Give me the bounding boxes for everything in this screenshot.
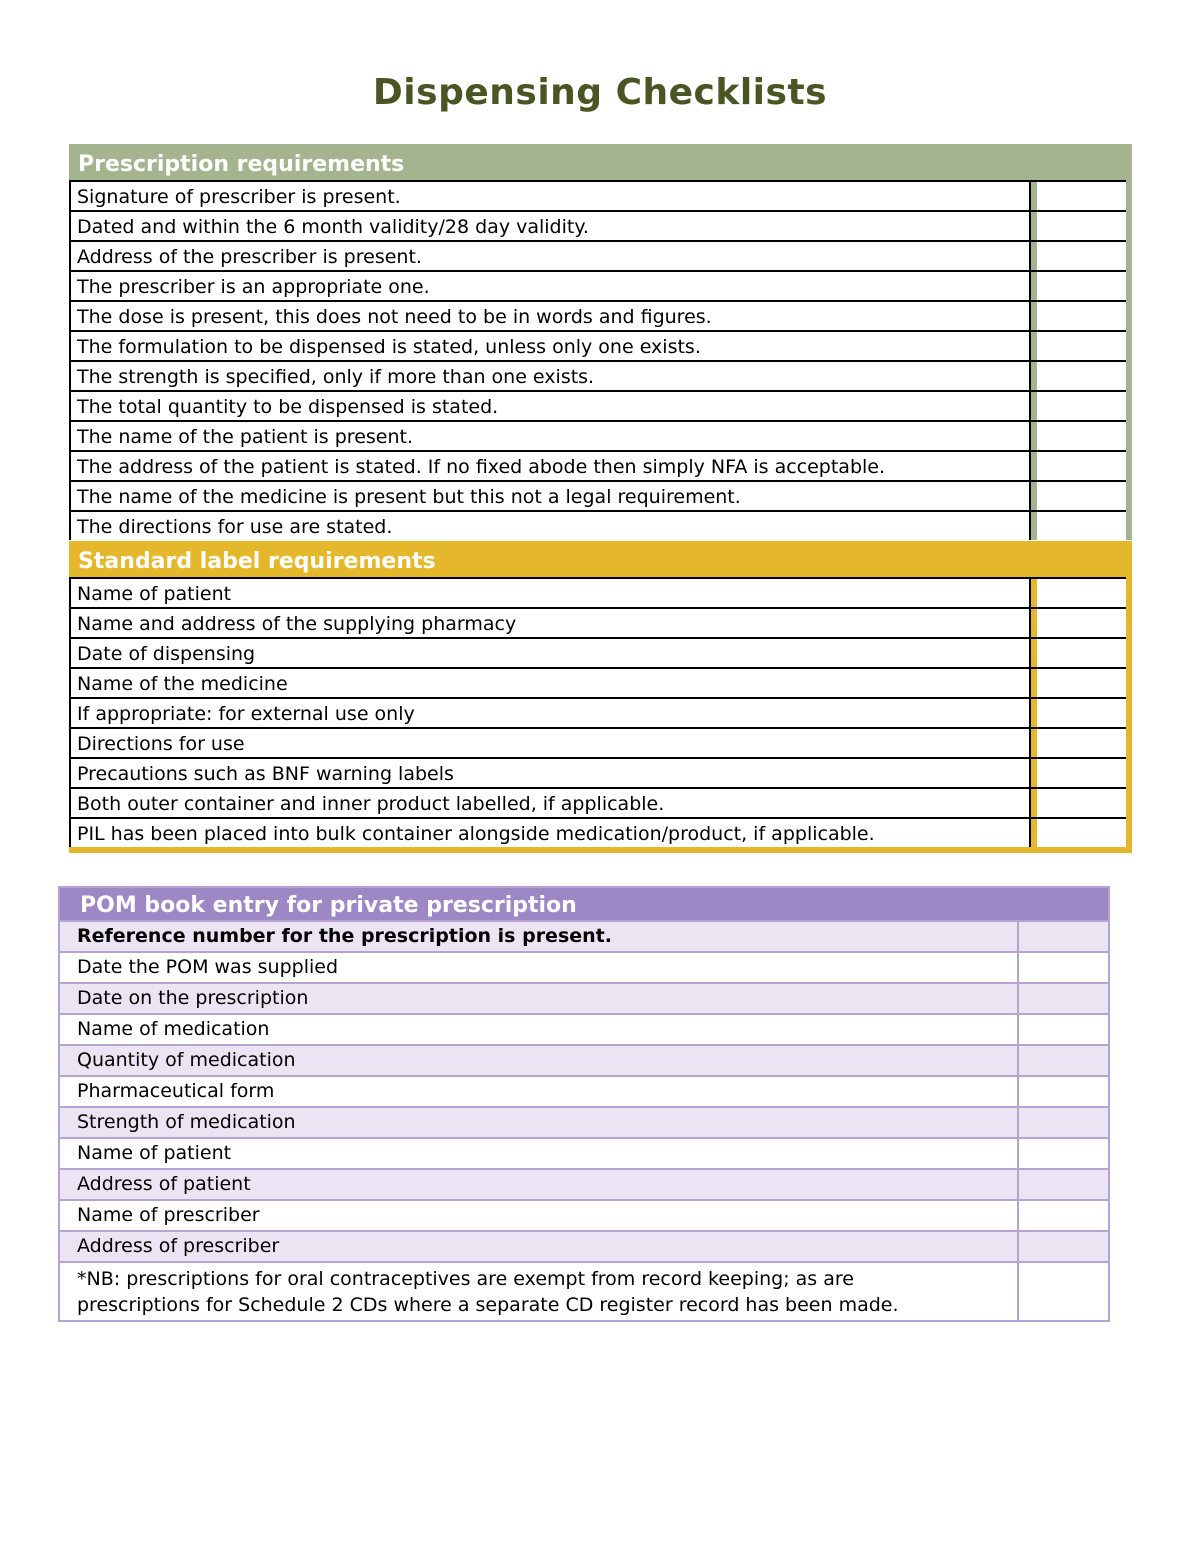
checklist-item-label: Date the POM was supplied <box>60 953 1019 982</box>
checkbox-cell[interactable] <box>1019 1046 1108 1075</box>
checklist-row <box>71 180 1126 210</box>
checklist-item-label: The strength is specified, only if more than one exists. <box>71 362 1031 390</box>
checkbox-cell[interactable] <box>1037 302 1126 330</box>
exemption-note: *NB: prescriptions for oral contraceptives are exempt from record keeping; as are prescriptions for Schedule 2 CDs where a separate CD register record has been made. <box>60 1263 1019 1320</box>
checklist-row <box>71 757 1126 787</box>
checklist-item-label: The address of the patient is stated. If no fixed abode then simply NFA is acceptable. <box>71 452 1031 480</box>
checklist-item-label: The formulation to be dispensed is stated, unless only one exists. <box>71 332 1031 360</box>
checkbox-cell[interactable] <box>1037 362 1126 390</box>
checklist-item-label: Date of dispensing <box>71 639 1031 667</box>
checkbox-cell[interactable] <box>1019 1170 1108 1199</box>
pom-heading: POM book entry for private prescription <box>60 888 1108 920</box>
checklist-row <box>71 480 1126 510</box>
checkbox-cell[interactable] <box>1019 953 1108 982</box>
checkbox-cell[interactable] <box>1019 1108 1108 1137</box>
label-heading: Standard label requirements <box>78 549 436 574</box>
checkbox-cell[interactable] <box>1037 392 1126 420</box>
checkbox-cell[interactable] <box>1019 1139 1108 1168</box>
checkbox-cell[interactable] <box>1037 452 1126 480</box>
checklist-row <box>60 1106 1108 1137</box>
checklist-row <box>71 510 1126 540</box>
checkbox-cell[interactable] <box>1019 922 1108 951</box>
checklist-item-label: Name of the medicine <box>71 669 1031 697</box>
checkbox-cell[interactable] <box>1037 272 1126 300</box>
checklist-item-label: Dated and within the 6 month validity/28 day validity. <box>71 212 1031 240</box>
checkbox-cell[interactable] <box>1037 609 1126 637</box>
checkbox-cell[interactable] <box>1037 512 1126 540</box>
checklist-row <box>60 1168 1108 1199</box>
checkbox-cell[interactable] <box>1019 1232 1108 1261</box>
checkbox-cell[interactable] <box>1037 482 1126 510</box>
checklist-item-label: Quantity of medication <box>60 1046 1019 1075</box>
checklist-item-label: Address of prescriber <box>60 1232 1019 1261</box>
checklist-row <box>71 420 1126 450</box>
checklist-item-label: Date on the prescription <box>60 984 1019 1013</box>
pom-section <box>58 886 1110 1322</box>
checklist-row <box>60 951 1108 982</box>
checkbox-cell[interactable] <box>1037 819 1126 847</box>
checklist-row <box>60 982 1108 1013</box>
checklist-row <box>60 920 1108 951</box>
checklist-item-label: Name of medication <box>60 1015 1019 1044</box>
checklist-item-label: Reference number for the prescription is present. <box>60 922 1019 951</box>
checkbox-cell[interactable] <box>1037 669 1126 697</box>
checklist-row <box>71 360 1126 390</box>
checklist-item-label: Both outer container and inner product labelled, if applicable. <box>71 789 1031 817</box>
checklist-row <box>71 727 1126 757</box>
checkbox-cell[interactable] <box>1019 1015 1108 1044</box>
checklist-row <box>60 1075 1108 1106</box>
checkbox-cell[interactable] <box>1037 789 1126 817</box>
checklist-item-label: The directions for use are stated. <box>71 512 1031 540</box>
checkbox-cell[interactable] <box>1019 1077 1108 1106</box>
prescription-list <box>69 180 1126 540</box>
checklist-item-label: Address of patient <box>60 1170 1019 1199</box>
checkbox-cell[interactable] <box>1037 699 1126 727</box>
checklist-item-label: Precautions such as BNF warning labels <box>71 759 1031 787</box>
checkbox-cell[interactable] <box>1037 759 1126 787</box>
checklist-item-label: The total quantity to be dispensed is stated. <box>71 392 1031 420</box>
checklist-row <box>71 450 1126 480</box>
checklist-item-label: Name and address of the supplying pharmacy <box>71 609 1031 637</box>
checkbox-cell[interactable] <box>1037 182 1126 210</box>
checkbox-cell[interactable] <box>1019 1201 1108 1230</box>
page-title: Dispensing Checklists <box>372 72 828 113</box>
checklist-item-label: Name of patient <box>71 579 1031 607</box>
checklist-item-label: Name of prescriber <box>60 1201 1019 1230</box>
checklist-row <box>71 637 1126 667</box>
checklist-row <box>71 577 1126 607</box>
checklist-item-label: The prescriber is an appropriate one. <box>71 272 1031 300</box>
checklist-row <box>60 1013 1108 1044</box>
checklist-row <box>71 330 1126 360</box>
checklist-row <box>60 1230 1108 1261</box>
checklist-item-label: The name of the medicine is present but this not a legal requirement. <box>71 482 1031 510</box>
checkbox-cell[interactable] <box>1037 332 1126 360</box>
checkbox-cell[interactable] <box>1037 729 1126 757</box>
prescription-section <box>69 144 1132 540</box>
checklist-item-label: Directions for use <box>71 729 1031 757</box>
checkbox-cell[interactable] <box>1037 422 1126 450</box>
checklist-row <box>60 1044 1108 1075</box>
checkbox-cell[interactable] <box>1019 1263 1108 1320</box>
checklist-item-label: PIL has been placed into bulk container alongside medication/product, if applicable. <box>71 819 1031 847</box>
label-list <box>69 577 1126 847</box>
prescription-heading: Prescription requirements <box>78 152 405 177</box>
label-section <box>69 541 1132 853</box>
note-row <box>60 1261 1108 1320</box>
checklist-row <box>71 817 1126 847</box>
checklist-row <box>71 210 1126 240</box>
checkbox-cell[interactable] <box>1019 984 1108 1013</box>
checklist-row <box>60 1199 1108 1230</box>
checklist-row <box>71 607 1126 637</box>
checklist-item-label: Signature of prescriber is present. <box>71 182 1031 210</box>
checkbox-cell[interactable] <box>1037 639 1126 667</box>
checklist-item-label: Name of patient <box>60 1139 1019 1168</box>
checklist-row <box>60 1137 1108 1168</box>
checklist-row <box>71 300 1126 330</box>
checklist-item-label: Address of the prescriber is present. <box>71 242 1031 270</box>
checklist-row <box>71 270 1126 300</box>
checklist-row <box>71 787 1126 817</box>
checklist-row <box>71 697 1126 727</box>
checklist-row <box>71 240 1126 270</box>
checkbox-cell[interactable] <box>1037 242 1126 270</box>
checklist-item-label: Strength of medication <box>60 1108 1019 1137</box>
checklist-item-label: The dose is present, this does not need to be in words and figures. <box>71 302 1031 330</box>
checklist-row <box>71 667 1126 697</box>
checklist-item-label: The name of the patient is present. <box>71 422 1031 450</box>
checkbox-cell[interactable] <box>1037 579 1126 607</box>
checklist-row <box>71 390 1126 420</box>
checklist-item-label: If appropriate: for external use only <box>71 699 1031 727</box>
checklist-item-label: Pharmaceutical form <box>60 1077 1019 1106</box>
checkbox-cell[interactable] <box>1037 212 1126 240</box>
